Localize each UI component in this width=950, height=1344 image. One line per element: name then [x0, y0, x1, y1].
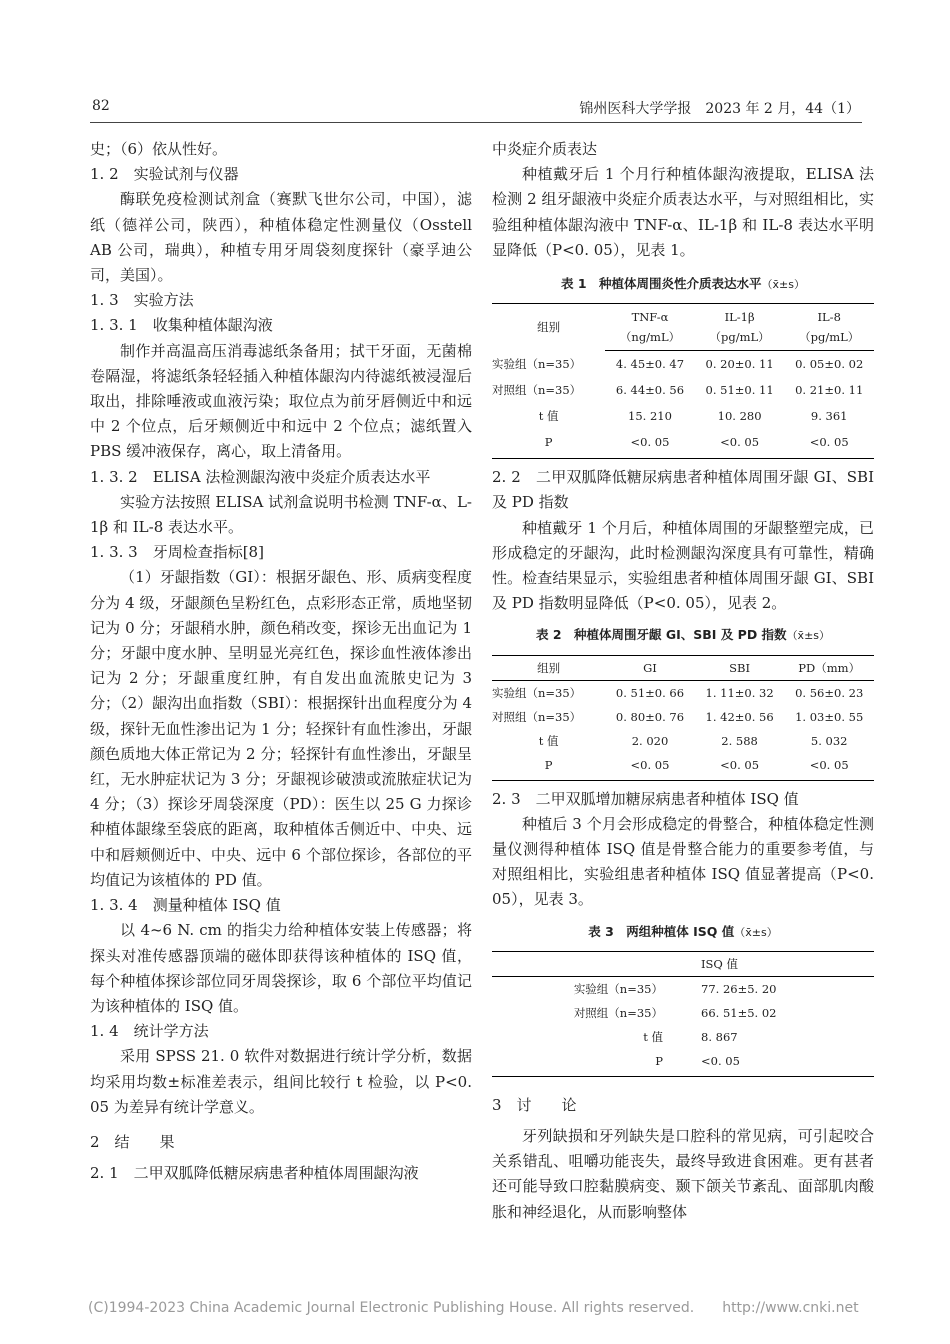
table3-caption-stat: （x̄±s） — [734, 925, 778, 939]
row-label: P — [544, 435, 553, 450]
body-paragraph: 实验方法按照 ELISA 试剂盒说明书检测 TNF-α、L-1β 和 IL-8 表达水平。 — [90, 492, 472, 537]
table3-header-cell: ISQ 值 — [683, 951, 874, 976]
table-cell: <0. 05 — [630, 757, 670, 772]
table-row — [492, 429, 874, 459]
table-cell: <0. 05 — [809, 757, 849, 772]
table-cell: <0. 05 — [701, 1053, 740, 1068]
table3-caption — [492, 919, 874, 945]
table-row — [492, 1025, 874, 1049]
table-row — [492, 1049, 874, 1077]
table-cell: 77. 26±5. 20 — [701, 981, 777, 996]
table2-caption-stat: （x̄±s） — [786, 629, 831, 643]
body-paragraph: 种植戴牙后 1 个月行种植体龈沟液提取，ELISA 法检测 2 组牙龈液中炎症介质表达水平，与对照组相比，实验组种植体龈沟液中 TNF-α、IL-1β 和 IL-8 表达水平明显降低（P<0. 05），见表 1。 — [492, 165, 874, 259]
table-cell: 9. 361 — [810, 409, 848, 424]
row-label: 对照组（n=35） — [573, 1005, 663, 1020]
table-row — [492, 729, 874, 753]
table-cell: <0. 05 — [630, 435, 670, 450]
table-cell: 2. 020 — [631, 733, 669, 748]
table2-header-cell: SBI — [695, 655, 785, 680]
section-heading: 2. 1 二甲双胍降低糖尿病患者种植体周围龈沟液 — [90, 1164, 419, 1183]
major-heading: 2 结 果 — [90, 1132, 175, 1151]
table1-caption — [492, 271, 874, 297]
table-row — [492, 705, 874, 729]
row-label: 实验组（n=35） — [492, 356, 582, 371]
table1-header-unit: （pg/mL） — [784, 327, 874, 351]
section-heading: 1. 3. 2 ELISA 法检测龈沟液中炎症介质表达水平 — [90, 467, 431, 486]
table-row — [492, 976, 874, 1001]
section-heading: 1. 3. 1 收集种植体龈沟液 — [90, 316, 273, 335]
table-cell: 1. 03±0. 55 — [795, 709, 864, 724]
table-cell: 1. 42±0. 56 — [705, 709, 774, 724]
body-paragraph: 以 4~6 N. cm 的指尖力给种植体安装上传感器；将探头对准传感器顶端的磁体即获得该种植体的 ISQ 值，每个种植体探诊部位同牙周袋探诊，取 6 个部位平均值记为该种植体的 ISQ 值。 — [90, 921, 472, 1015]
table-cell: 0. 80±0. 76 — [615, 709, 685, 724]
table-row — [492, 1001, 874, 1025]
body-paragraph: （1）牙龈指数（GI）：根据牙龈色、形、质病变程度分为 4 级，牙龈颜色呈粉红色，点彩形态正常，质地坚韧记为 0 分；牙龈稍水肿，颜色稍改变，探诊无出血记为 1 分；牙龈中度水肿、呈明显光亮红色，探诊血性液体渗出记为 2 分；牙龈重度红肿，有自发出血流脓史记为 3 分；（2）龈沟出血指数（SBI）：根据探针出血程度分为 4 级，探针无血性渗出记为 1 分；轻探针有血性渗出，牙龈颜色质地大体正常记为 2 分；轻探针有血性渗出，牙龈呈红，无水肿症状记为 3 分；牙龈视诊破溃或流脓症状记为 4 分；（3）探诊牙周袋深度（PD）：医生以 25 G 力探诊种植体龈缘至袋底的距离，取种植体舌侧近中、中央、远中和唇颊侧近中、中央、远中 6 个部位探诊，各部位的平均值记为该植体的 PD 值。 — [90, 568, 472, 889]
body-paragraph: 种植后 3 个月会形成稳定的骨整合，种植体稳定性测量仪测得种植体 ISQ 值是骨整合能力的重要参考值，与对照组相比，实验组患者种植体 ISQ 值显著提高（P<0. 05），见表 3。 — [492, 814, 874, 909]
table2-header-cell: 组别 — [492, 655, 605, 680]
left-column — [90, 137, 472, 1186]
table-cell: 0. 51±0. 66 — [615, 685, 685, 700]
copyright-footer: (C)1994-2023 China Academic Journal Electronic Publishing House. All rights reserved. http://www.cnki.net — [88, 1300, 859, 1316]
table1 — [492, 303, 874, 459]
table3 — [492, 951, 874, 1077]
header-rule — [90, 122, 862, 123]
right-column — [492, 137, 874, 1225]
row-label: P — [544, 757, 553, 772]
table-cell: 15. 210 — [628, 409, 672, 424]
table-cell: <0. 05 — [720, 435, 760, 450]
table-cell: 2. 588 — [721, 733, 758, 748]
table1-caption-text: 表 1 种植体周围炎性介质表达水平 — [560, 276, 762, 292]
table-cell: 6. 44±0. 56 — [615, 383, 685, 398]
row-label: t 值 — [538, 409, 559, 424]
body-text: 中炎症介质表达 — [492, 140, 598, 158]
section-heading: 2. 3 二甲双胍增加糖尿病患者种植体 ISQ 值 — [492, 789, 799, 808]
body-paragraph: 牙列缺损和牙列缺失是口腔科的常见病，可引起咬合关系错乱、咀嚼功能丧失，最终导致进食困难。更有甚者还可能导致口腔黏膜病变、颞下颌关节紊乱、面部肌肉酸胀和神经退化，从而影响整体 — [492, 1127, 874, 1221]
table2-caption — [492, 622, 874, 648]
table3-header-cell — [492, 951, 683, 976]
table-cell: 5. 032 — [810, 733, 848, 748]
table2 — [492, 655, 874, 781]
body-paragraph: 采用 SPSS 21. 0 软件对数据进行统计学分析，数据均采用均数±标准差表示，组间比较行 t 检验，以 P<0. 05 为差异有统计学意义。 — [90, 1047, 472, 1116]
row-label: P — [655, 1053, 663, 1068]
row-label: 对照组（n=35） — [492, 383, 582, 398]
section-heading: 1. 2 实验试剂与仪器 — [90, 165, 239, 184]
table-row — [492, 680, 874, 705]
table1-header-unit: （ng/mL） — [605, 327, 695, 351]
section-heading: 1. 3 实验方法 — [90, 291, 194, 310]
table2-header-cell: PD（mm） — [784, 655, 874, 680]
table1-header-cell: 组别 — [537, 320, 561, 335]
table1-header-cell: IL-8 — [817, 310, 841, 325]
table-row — [492, 403, 874, 429]
page-number: 82 — [92, 98, 110, 114]
table-cell: 1. 11±0. 32 — [705, 685, 774, 700]
row-label: 实验组（n=35） — [573, 981, 663, 996]
row-label: 对照组（n=35） — [492, 709, 582, 724]
table1-header-cell: TNF-α — [631, 310, 669, 325]
body-paragraph: 种植戴牙 1 个月后，种植体周围的牙龈整塑完成，已形成稳定的牙龈沟，此时检测龈沟深度具有可靠性，精确性。检查结果显示，实验组患者种植体周围牙龈 GI、SBI 及 PD 指数明显降低（P<0. 05），见表 2。 — [492, 518, 874, 613]
section-heading: 1. 3. 3 牙周检查指标[8] — [90, 543, 264, 562]
table2-caption-text: 表 2 种植体周围牙龈 GI、SBI 及 PD 指数 — [535, 627, 787, 643]
table-cell: 66. 51±5. 02 — [701, 1005, 777, 1020]
table-row — [492, 753, 874, 781]
body-paragraph: 酶联免疫检测试剂盒（赛默飞世尔公司，中国），滤纸（德祥公司，陕西），种植体稳定性测量仪（Osstell AB 公司，瑞典），种植专用牙周袋刻度探针（豪孚迪公司，美国）。 — [90, 190, 472, 285]
section-heading: 1. 3. 4 测量种植体 ISQ 值 — [90, 896, 281, 915]
row-label: t 值 — [538, 733, 559, 748]
table-cell: <0. 05 — [809, 435, 849, 450]
section-heading: 2. 2 二甲双胍降低糖尿病患者种植体周围牙龈 GI、SBI 及 PD 指数 — [492, 468, 874, 512]
section-heading: 1. 4 统计学方法 — [90, 1022, 209, 1041]
table-cell: 0. 56±0. 23 — [795, 685, 864, 700]
table-cell: 8. 867 — [701, 1029, 738, 1044]
table2-header-cell: GI — [605, 655, 695, 680]
table-cell: 10. 280 — [717, 409, 762, 424]
journal-header: 锦州医科大学学报 2023 年 2 月，44（1） — [579, 101, 860, 117]
body-text: 史；（6）依从性好。 — [90, 140, 228, 158]
table1-header-unit: （pg/mL） — [695, 327, 785, 351]
table-cell: 0. 05±0. 02 — [795, 357, 864, 372]
table-cell: 0. 51±0. 11 — [705, 383, 774, 398]
table-row — [492, 377, 874, 403]
body-paragraph: 制作并高温高压消毒滤纸条备用；拭干牙面，无菌棉卷隔湿，将滤纸条轻轻插入种植体龈沟内待滤纸被浸湿后取出，排除唾液或血液污染；取位点为前牙唇侧近中和远中 2 个位点，后牙颊侧近中和远中 2 个位点；滤纸置入 PBS 缓冲液保存，离心，取上清备用。 — [90, 341, 472, 461]
table-cell: 0. 21±0. 11 — [795, 383, 864, 398]
table-cell: 4. 45±0. 47 — [615, 357, 685, 372]
major-heading: 3 讨 论 — [492, 1095, 577, 1114]
table1-header-cell: IL-1β — [724, 310, 755, 325]
table-cell: <0. 05 — [720, 757, 760, 772]
table1-caption-stat: （x̄±s） — [761, 278, 806, 292]
row-label: 实验组（n=35） — [492, 685, 582, 700]
table-row — [492, 351, 874, 378]
row-label: t 值 — [643, 1029, 663, 1044]
table-cell: 0. 20±0. 11 — [705, 357, 774, 372]
table3-caption-text: 表 3 两组种植体 ISQ 值 — [588, 923, 735, 939]
